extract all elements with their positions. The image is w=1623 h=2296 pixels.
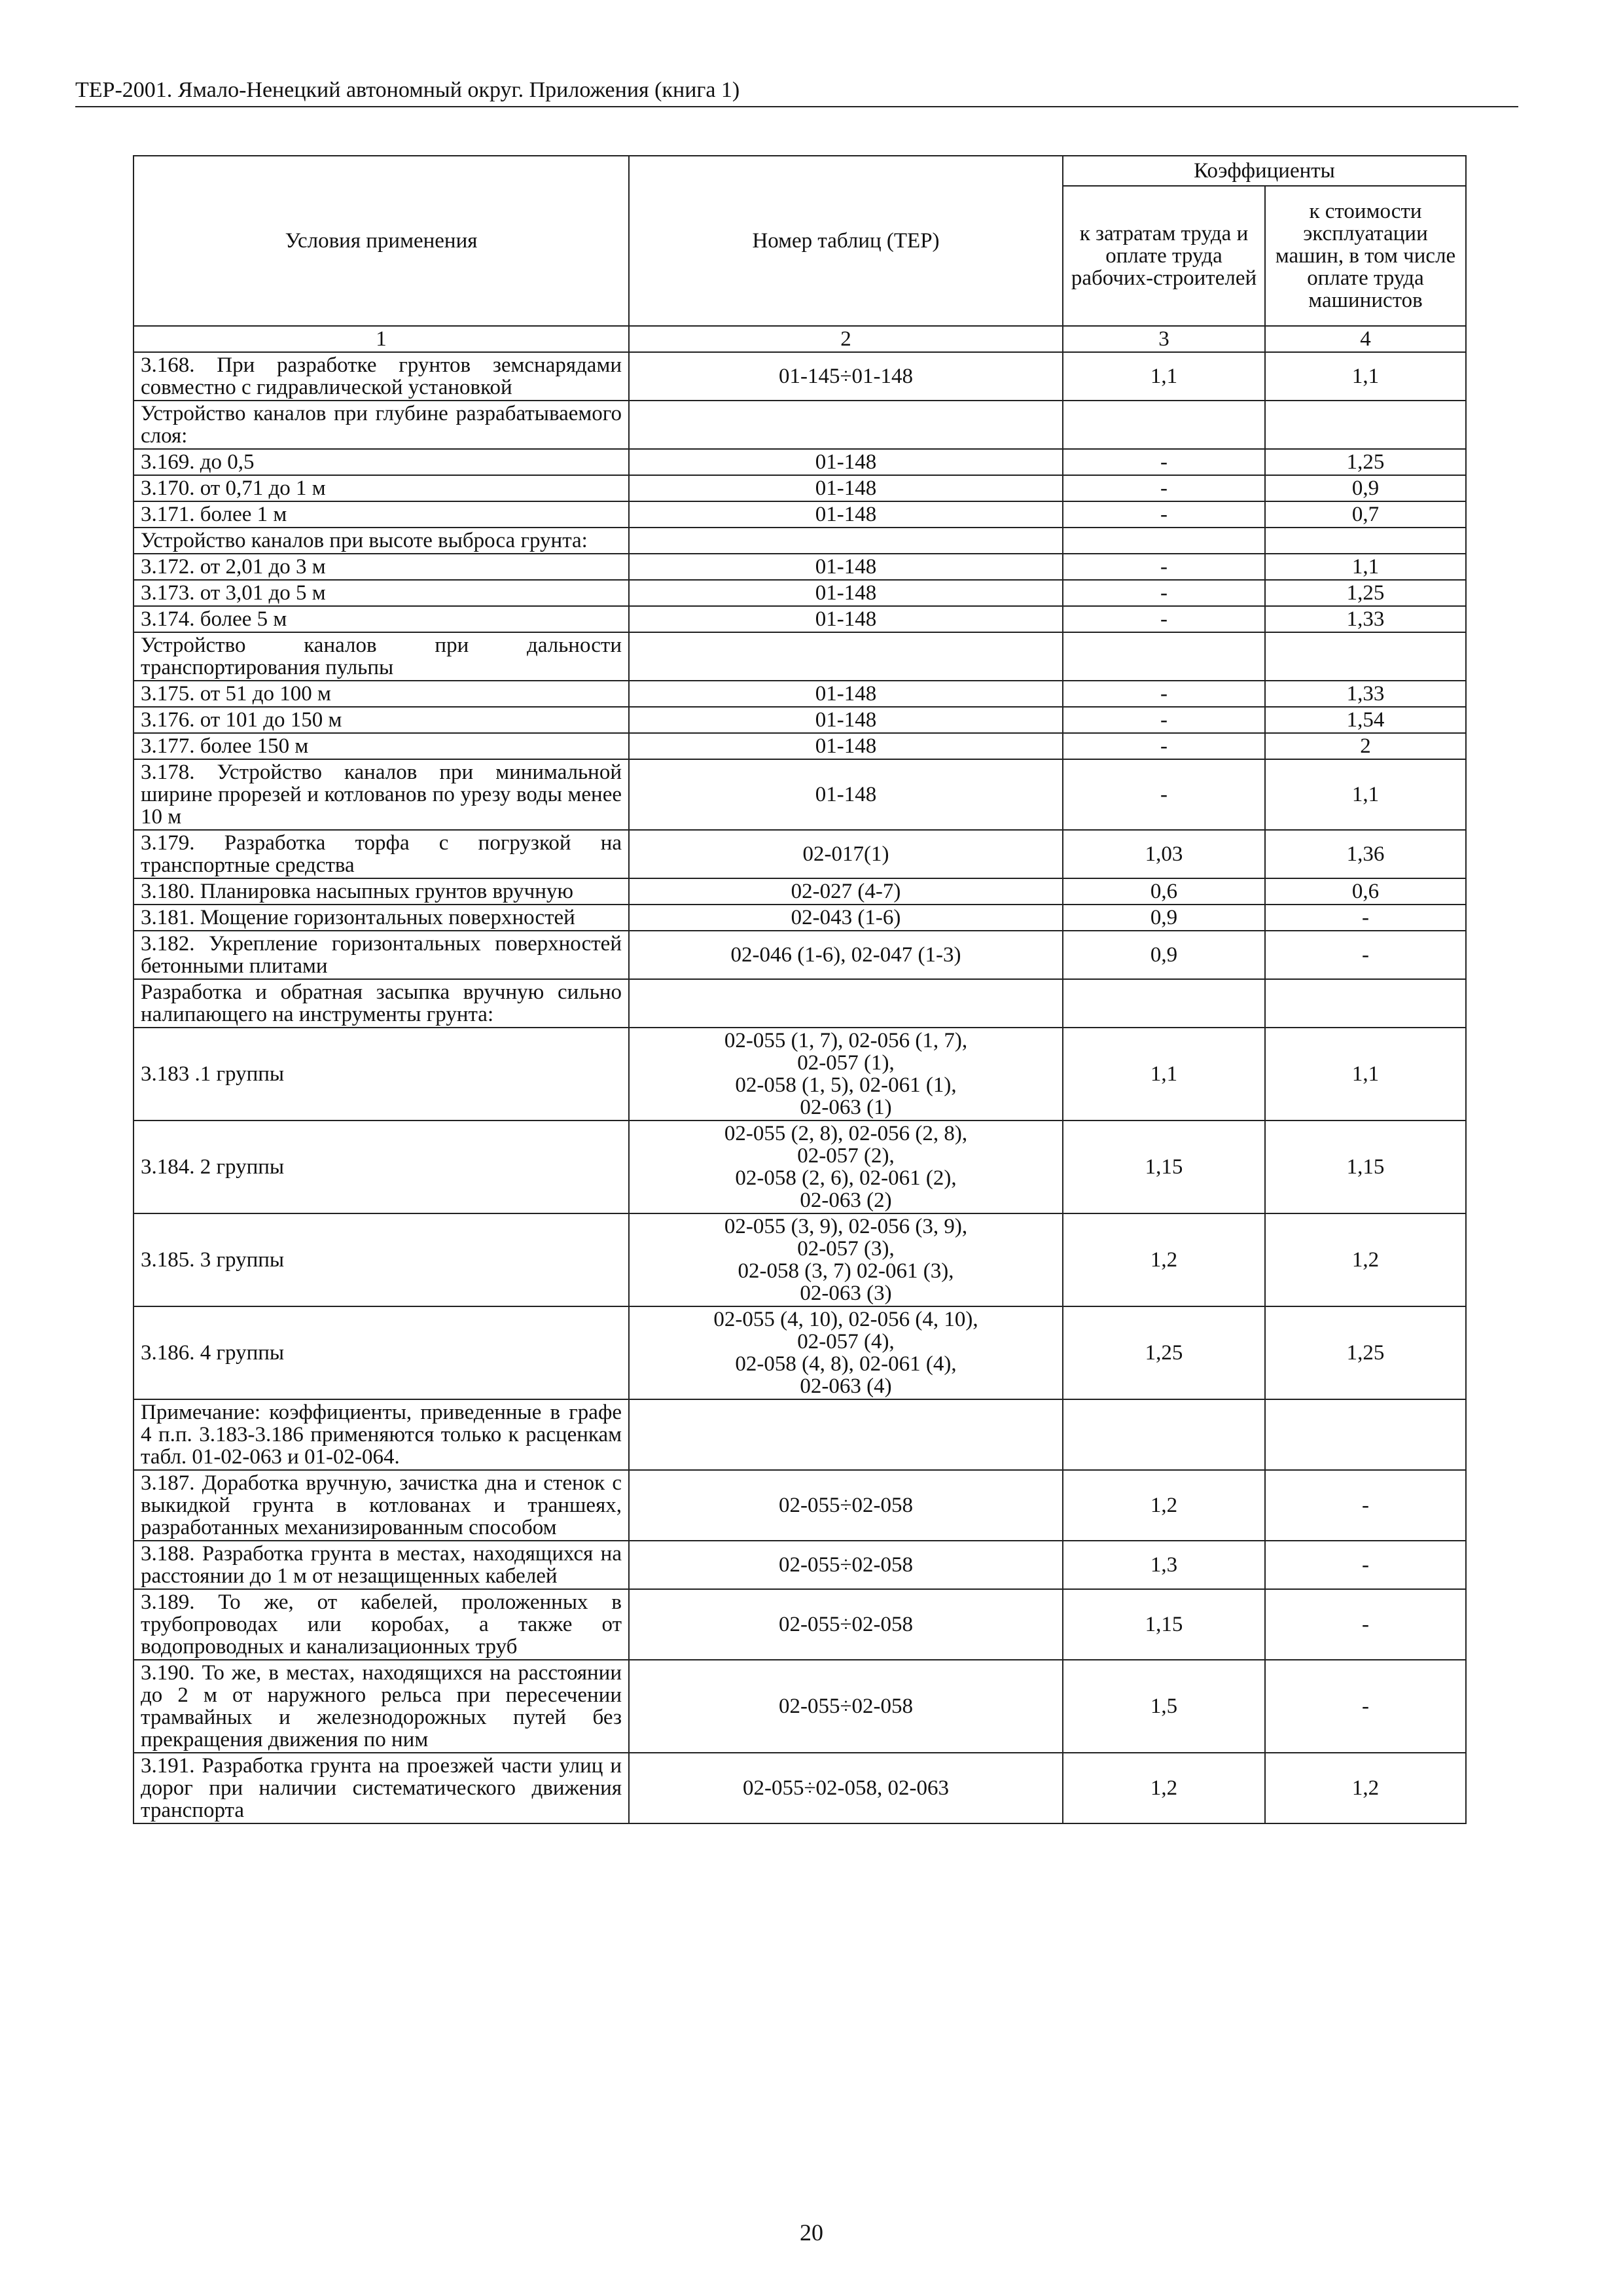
table-row (134, 979, 1466, 1028)
labor-coef-cell: - (1063, 733, 1265, 759)
table-row (134, 905, 1466, 931)
condition-cell: 3.172. от 2,01 до 3 м (134, 554, 629, 580)
table-number-line: 02-063 (2) (800, 1189, 892, 1212)
condition-cell: 3.188. Разработка грунта в местах, находящихся на расстоянии до 1 м от незащищенных кабелей (134, 1541, 629, 1589)
table-number-cell (629, 1399, 1063, 1470)
table-number-line: 02-058 (2, 6), 02-061 (2), (735, 1166, 957, 1190)
labor-coef-cell: - (1063, 707, 1265, 733)
table-row (134, 707, 1466, 733)
running-head: ТЕР-2001. Ямало-Ненецкий автономный округ. Приложения (книга 1) (75, 77, 1518, 107)
table-row (134, 1541, 1466, 1589)
table-row (134, 1121, 1466, 1213)
table-number-line: 01-145÷01-148 (778, 365, 914, 388)
table-number-line: 02-055 (4, 10), 02-056 (4, 10), (713, 1308, 978, 1331)
condition-cell: Примечание: коэффициенты, приведенные в графе 4 п.п. 3.183-3.186 применяются только к расценкам табл. 01-02-063 и 01-02-064. (134, 1399, 629, 1470)
header-row-top (134, 156, 1466, 186)
table-number-line: 02-063 (1) (800, 1096, 892, 1119)
labor-coef-cell: 1,15 (1063, 1589, 1265, 1660)
machine-coef-cell: 1,33 (1265, 606, 1466, 632)
table-number-line: 01-148 (815, 734, 877, 758)
table-number-cell (629, 681, 1063, 707)
machine-coef-cell (1265, 528, 1466, 554)
table-number-line: 02-055 (3, 9), 02-056 (3, 9), (724, 1215, 968, 1238)
machine-coef-cell: 1,1 (1265, 1028, 1466, 1121)
machine-coef-cell: - (1265, 905, 1466, 931)
condition-cell: 3.171. более 1 м (134, 501, 629, 528)
table-number-cell (629, 1213, 1063, 1306)
column-number-1: 1 (134, 326, 629, 352)
table-number-cell (629, 632, 1063, 681)
condition-cell: 3.189. То же, от кабелей, проложенных в трубопроводах или коробах, а также от водопроводных и канализационных труб (134, 1589, 629, 1660)
table-number-cell (629, 1306, 1063, 1399)
labor-coef-cell: 1,2 (1063, 1213, 1265, 1306)
table-row (134, 580, 1466, 606)
machine-coef-cell: - (1265, 1470, 1466, 1541)
table-row (134, 1470, 1466, 1541)
header-coefficients: Коэффициенты (1063, 156, 1466, 186)
table-number-line: 01-148 (815, 476, 877, 500)
table-number-cell (629, 1753, 1063, 1823)
condition-cell: 3.170. от 0,71 до 1 м (134, 475, 629, 501)
table-number-cell (629, 733, 1063, 759)
table-number-cell (629, 1028, 1063, 1121)
condition-cell: 3.190. То же, в местах, находящихся на расстоянии до 2 м от наружного рельса при пересечении трамвайных и железнодорожных путей без прекращения движения по ним (134, 1660, 629, 1753)
condition-cell: 3.181. Мощение горизонтальных поверхностей (134, 905, 629, 931)
coefficients-table (133, 155, 1467, 1824)
table-number-line: 02-063 (3) (800, 1282, 892, 1305)
table-number-line: 01-148 (815, 581, 877, 605)
labor-coef-cell: - (1063, 449, 1265, 475)
machine-coef-cell (1265, 401, 1466, 449)
machine-coef-cell: 0,7 (1265, 501, 1466, 528)
table-number-cell (629, 606, 1063, 632)
labor-coef-cell: 1,2 (1063, 1753, 1265, 1823)
condition-cell: 3.186. 4 группы (134, 1306, 629, 1399)
table-number-line: 02-055÷02-058 (778, 1494, 914, 1517)
condition-cell: 3.178. Устройство каналов при минимальной ширине прорезей и котлованов по урезу воды менее 10 м (134, 759, 629, 830)
machine-coef-cell: 1,2 (1265, 1213, 1466, 1306)
labor-coef-cell: - (1063, 554, 1265, 580)
table-row (134, 632, 1466, 681)
condition-cell: 3.173. от 3,01 до 5 м (134, 580, 629, 606)
table-number-cell (629, 1660, 1063, 1753)
column-number-4: 4 (1265, 326, 1466, 352)
condition-cell: Устройство каналов при глубине разрабатываемого слоя: (134, 401, 629, 449)
condition-cell: 3.169. до 0,5 (134, 449, 629, 475)
condition-cell: 3.177. более 150 м (134, 733, 629, 759)
table-number-cell (629, 878, 1063, 905)
machine-coef-cell: 1,25 (1265, 580, 1466, 606)
condition-cell: Разработка и обратная засыпка вручную сильно налипающего на инструменты грунта: (134, 979, 629, 1028)
machine-coef-cell: - (1265, 1541, 1466, 1589)
labor-coef-cell: - (1063, 475, 1265, 501)
table-number-line: 02-027 (4-7) (791, 880, 901, 903)
table-number-cell (629, 1589, 1063, 1660)
machine-coef-cell: - (1265, 1589, 1466, 1660)
machine-coef-cell (1265, 632, 1466, 681)
table-row (134, 878, 1466, 905)
table-number-cell (629, 401, 1063, 449)
table-number-line: 02-017(1) (802, 842, 889, 866)
machine-coef-cell: 1,1 (1265, 759, 1466, 830)
machine-coef-cell (1265, 1399, 1466, 1470)
table-row (134, 1753, 1466, 1823)
table-row (134, 475, 1466, 501)
table-number-cell (629, 1541, 1063, 1589)
condition-cell: 3.191. Разработка грунта на проезжей части улиц и дорог при наличии систематического движения транспорта (134, 1753, 629, 1823)
column-number-3: 3 (1063, 326, 1265, 352)
table-number-line: 02-063 (4) (800, 1374, 892, 1398)
machine-coef-cell: 1,54 (1265, 707, 1466, 733)
header-labor-coef: к затратам труда и оплате труда рабочих-строителей (1063, 186, 1265, 326)
labor-coef-cell: - (1063, 580, 1265, 606)
table-number-cell (629, 905, 1063, 931)
labor-coef-cell: 1,2 (1063, 1470, 1265, 1541)
table-row (134, 449, 1466, 475)
table-number-cell (629, 580, 1063, 606)
labor-coef-cell: - (1063, 681, 1265, 707)
machine-coef-cell (1265, 979, 1466, 1028)
table-number-cell (629, 931, 1063, 979)
labor-coef-cell: - (1063, 606, 1265, 632)
table-number-cell (629, 707, 1063, 733)
table-number-cell (629, 449, 1063, 475)
condition-cell: Устройство каналов при дальности транспортирования пульпы (134, 632, 629, 681)
condition-cell: 3.175. от 51 до 100 м (134, 681, 629, 707)
table-number-line: 01-148 (815, 555, 877, 579)
table-number-cell (629, 759, 1063, 830)
table-number-cell (629, 352, 1063, 401)
table-row (134, 401, 1466, 449)
table-number-cell (629, 1121, 1063, 1213)
table-number-line: 01-148 (815, 783, 877, 806)
machine-coef-cell: - (1265, 931, 1466, 979)
condition-cell: Устройство каналов при высоте выброса грунта: (134, 528, 629, 554)
condition-cell: 3.183 .1 группы (134, 1028, 629, 1121)
machine-coef-cell: 1,2 (1265, 1753, 1466, 1823)
table-number-cell (629, 475, 1063, 501)
table-number-cell (629, 1470, 1063, 1541)
condition-cell: 3.174. более 5 м (134, 606, 629, 632)
labor-coef-cell: 0,9 (1063, 931, 1265, 979)
table-number-cell (629, 830, 1063, 878)
table-number-line: 01-148 (815, 607, 877, 631)
table-row (134, 1028, 1466, 1121)
table-number-line: 01-148 (815, 450, 877, 474)
labor-coef-cell: - (1063, 501, 1265, 528)
machine-coef-cell: 0,6 (1265, 878, 1466, 905)
labor-coef-cell: 1,3 (1063, 1541, 1265, 1589)
labor-coef-cell (1063, 528, 1265, 554)
labor-coef-cell: 0,9 (1063, 905, 1265, 931)
labor-coef-cell: 1,25 (1063, 1306, 1265, 1399)
table-row (134, 1660, 1466, 1753)
machine-coef-cell: 1,33 (1265, 681, 1466, 707)
table-number-line: 02-055÷02-058 (778, 1553, 914, 1577)
labor-coef-cell: - (1063, 759, 1265, 830)
condition-cell: 3.180. Планировка насыпных грунтов вручную (134, 878, 629, 905)
table-number-line: 02-055 (1, 7), 02-056 (1, 7), (724, 1029, 968, 1052)
header-conditions: Условия применения (134, 156, 629, 326)
machine-coef-cell: 1,36 (1265, 830, 1466, 878)
table-number-line: 02-058 (4, 8), 02-061 (4), (735, 1352, 957, 1376)
table-number-line: 02-058 (1, 5), 02-061 (1), (735, 1073, 957, 1097)
condition-cell: 3.182. Укрепление горизонтальных поверхностей бетонными плитами (134, 931, 629, 979)
table-number-line: 02-055 (2, 8), 02-056 (2, 8), (724, 1122, 968, 1145)
column-number-2: 2 (629, 326, 1063, 352)
condition-cell: 3.179. Разработка торфа с погрузкой на транспортные средства (134, 830, 629, 878)
labor-coef-cell: 1,5 (1063, 1660, 1265, 1753)
labor-coef-cell (1063, 1399, 1265, 1470)
table-number-line: 02-057 (4), (797, 1330, 895, 1354)
condition-cell: 3.168. При разработке грунтов земснарядами совместно с гидравлической установкой (134, 352, 629, 401)
labor-coef-cell: 1,15 (1063, 1121, 1265, 1213)
table-number-line: 01-148 (815, 708, 877, 732)
table-row (134, 1306, 1466, 1399)
table-number-cell (629, 554, 1063, 580)
condition-cell: 3.187. Доработка вручную, зачистка дна и стенок с выкидкой грунта в котлованах и траншеях, разработанных механизированным способом (134, 1470, 629, 1541)
machine-coef-cell: 1,25 (1265, 1306, 1466, 1399)
machine-coef-cell: 1,25 (1265, 449, 1466, 475)
table-row (134, 606, 1466, 632)
condition-cell: 3.185. 3 группы (134, 1213, 629, 1306)
table-number-line: 02-058 (3, 7) 02-061 (3), (738, 1259, 954, 1283)
table-row (134, 733, 1466, 759)
table-row (134, 1589, 1466, 1660)
header-machine-coef: к стоимости эксплуатации машин, в том числе оплате труда машинистов (1265, 186, 1466, 326)
table-number-line: 02-055÷02-058 (778, 1695, 914, 1718)
condition-cell: 3.184. 2 группы (134, 1121, 629, 1213)
column-numbers-row (134, 326, 1466, 352)
machine-coef-cell: 1,1 (1265, 352, 1466, 401)
table-number-cell (629, 501, 1063, 528)
table-number-line: 01-148 (815, 682, 877, 706)
table-number-line: 02-057 (3), (797, 1237, 895, 1261)
labor-coef-cell (1063, 401, 1265, 449)
table-row (134, 528, 1466, 554)
table-row (134, 759, 1466, 830)
table-number-line: 02-043 (1-6) (791, 906, 901, 929)
page-number: 20 (800, 2219, 823, 2246)
table-number-line: 02-057 (2), (797, 1144, 895, 1168)
table-row (134, 554, 1466, 580)
table-row (134, 352, 1466, 401)
machine-coef-cell: 0,9 (1265, 475, 1466, 501)
labor-coef-cell (1063, 632, 1265, 681)
table-row (134, 1399, 1466, 1470)
table-number-line: 02-057 (1), (797, 1051, 895, 1075)
machine-coef-cell: 1,1 (1265, 554, 1466, 580)
table-number-line: 02-055÷02-058, 02-063 (742, 1776, 950, 1800)
labor-coef-cell (1063, 979, 1265, 1028)
labor-coef-cell: 1,03 (1063, 830, 1265, 878)
table-row (134, 1213, 1466, 1306)
table-row (134, 501, 1466, 528)
machine-coef-cell: 1,15 (1265, 1121, 1466, 1213)
condition-cell: 3.176. от 101 до 150 м (134, 707, 629, 733)
table-row (134, 681, 1466, 707)
machine-coef-cell: 2 (1265, 733, 1466, 759)
table-row (134, 830, 1466, 878)
header-table-numbers: Номер таблиц (ТЕР) (629, 156, 1063, 326)
labor-coef-cell: 1,1 (1063, 1028, 1265, 1121)
table-number-line: 02-055÷02-058 (778, 1613, 914, 1636)
table-number-cell (629, 528, 1063, 554)
table-row (134, 931, 1466, 979)
table-number-cell (629, 979, 1063, 1028)
machine-coef-cell: - (1265, 1660, 1466, 1753)
table-number-line: 02-046 (1-6), 02-047 (1-3) (730, 943, 961, 967)
labor-coef-cell: 1,1 (1063, 352, 1265, 401)
table-number-line: 01-148 (815, 503, 877, 526)
labor-coef-cell: 0,6 (1063, 878, 1265, 905)
